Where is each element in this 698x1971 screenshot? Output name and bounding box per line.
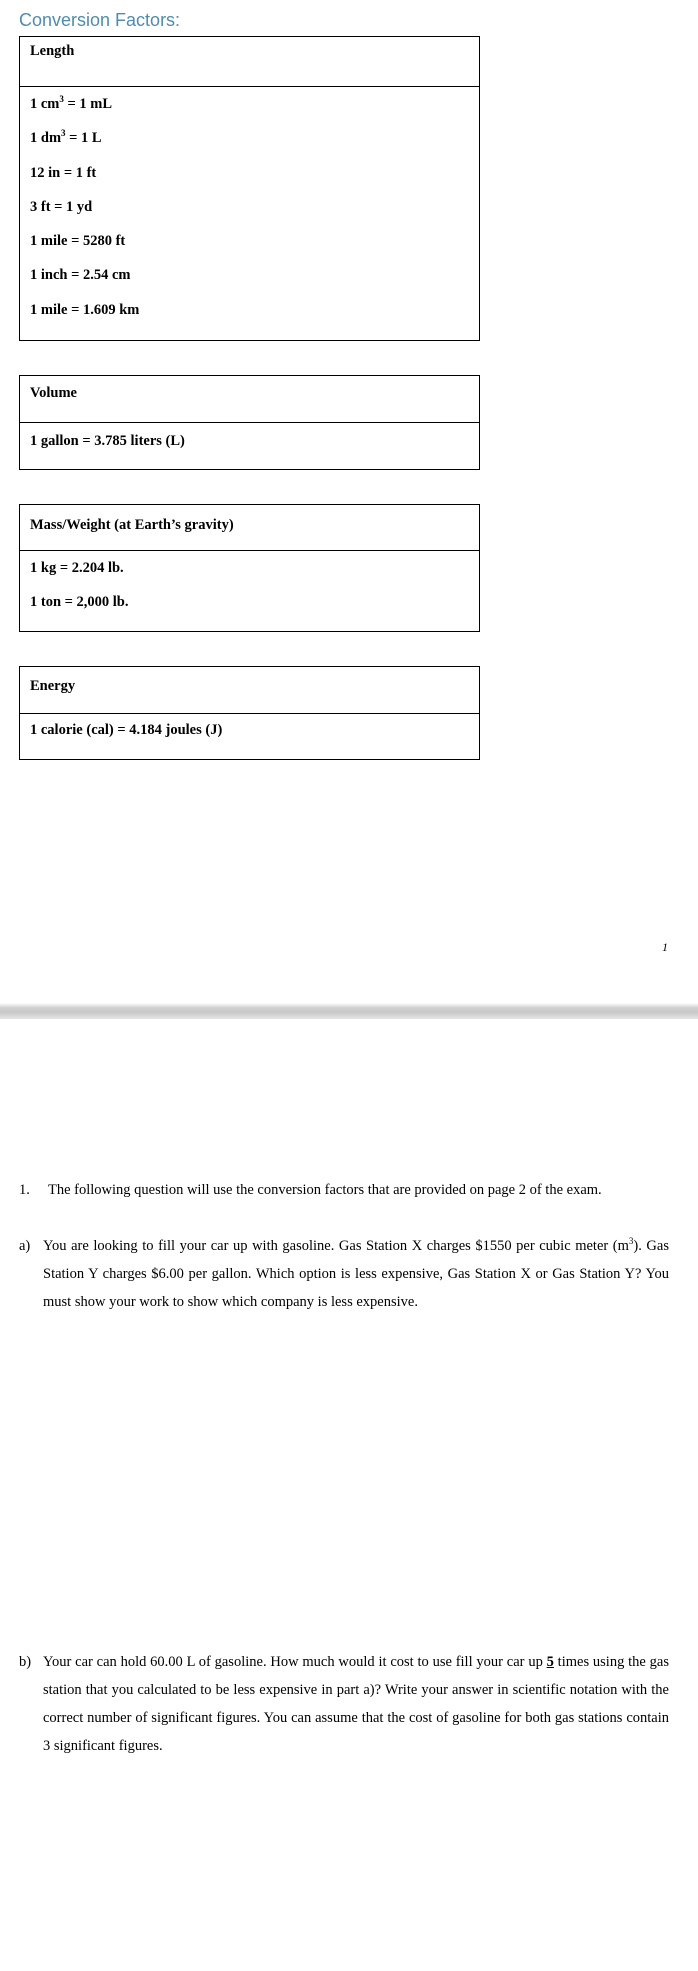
- question-1: [19, 1176, 679, 1204]
- energy-row-1: 1 calorie (cal) = 4.184 joules (J): [30, 722, 223, 738]
- part-a: a) You are looking to fill your car up with gasoline. Gas Station X charges $1550 per cubic meter $(m^3)$. Gas Station Y charges $6.00 per gallon. Which option is less expensive, Gas Station X or Gas Station Y? You must show your work to show which company is less expensive.: [19, 1232, 669, 1316]
- page-number: 1: [662, 940, 668, 954]
- length-header: Length: [20, 37, 479, 87]
- energy-header: Energy: [20, 667, 479, 714]
- length-row-3: 12 in = 1 ft: [30, 164, 97, 181]
- volume-row-1: 1 gallon = 3.785 liters (L): [30, 433, 185, 449]
- mass-row-1: 1 kg = 2.204 lb.: [30, 560, 124, 576]
- length-row-1: 1 $cm^3 = 1$ mL: [30, 94, 113, 112]
- page-title: Conversion Factors:: [19, 10, 181, 30]
- mass-table: [19, 504, 480, 632]
- mass-row-2: 1 ton = 2,000 lb.: [30, 594, 129, 610]
- question-number: 1.: [19, 1182, 30, 1198]
- length-table: [19, 36, 480, 341]
- length-row-2: 1 $dm^3 = 1$ L: [30, 128, 102, 147]
- length-row-5: 1 mile = 5280 ft: [30, 233, 126, 250]
- length-row-6: 1 inch = 2.54 cm: [30, 267, 131, 284]
- part-b-label: b): [19, 1654, 32, 1670]
- volume-table: [19, 375, 480, 470]
- length-row-7: 1 mile = 1.609 km: [30, 301, 140, 318]
- times-emphasis: 5: [546, 1654, 554, 1670]
- energy-table: [19, 666, 480, 760]
- mass-header: Mass/Weight (at Earth’s gravity): [20, 505, 479, 551]
- volume-header: Volume: [20, 376, 479, 423]
- question-text: The following question will use the conversion factors that are provided on page 2 of the exam.: [48, 1182, 602, 1198]
- part-b: b) Your car can hold 60.00 L of gasoline. How much would it cost to use fill your car up 5 times using the gas station that you calculated to be less expensive in part a)? Write your answer in scientific notation with the correct number of significant figures. You can assume that the cost of gasoline for both gas stations contain 3 significant figures.: [19, 1648, 669, 1760]
- part-a-label: a): [19, 1238, 31, 1254]
- page-break-divider: [0, 1003, 698, 1019]
- length-row-4: 3 ft = 1 yd: [30, 198, 93, 215]
